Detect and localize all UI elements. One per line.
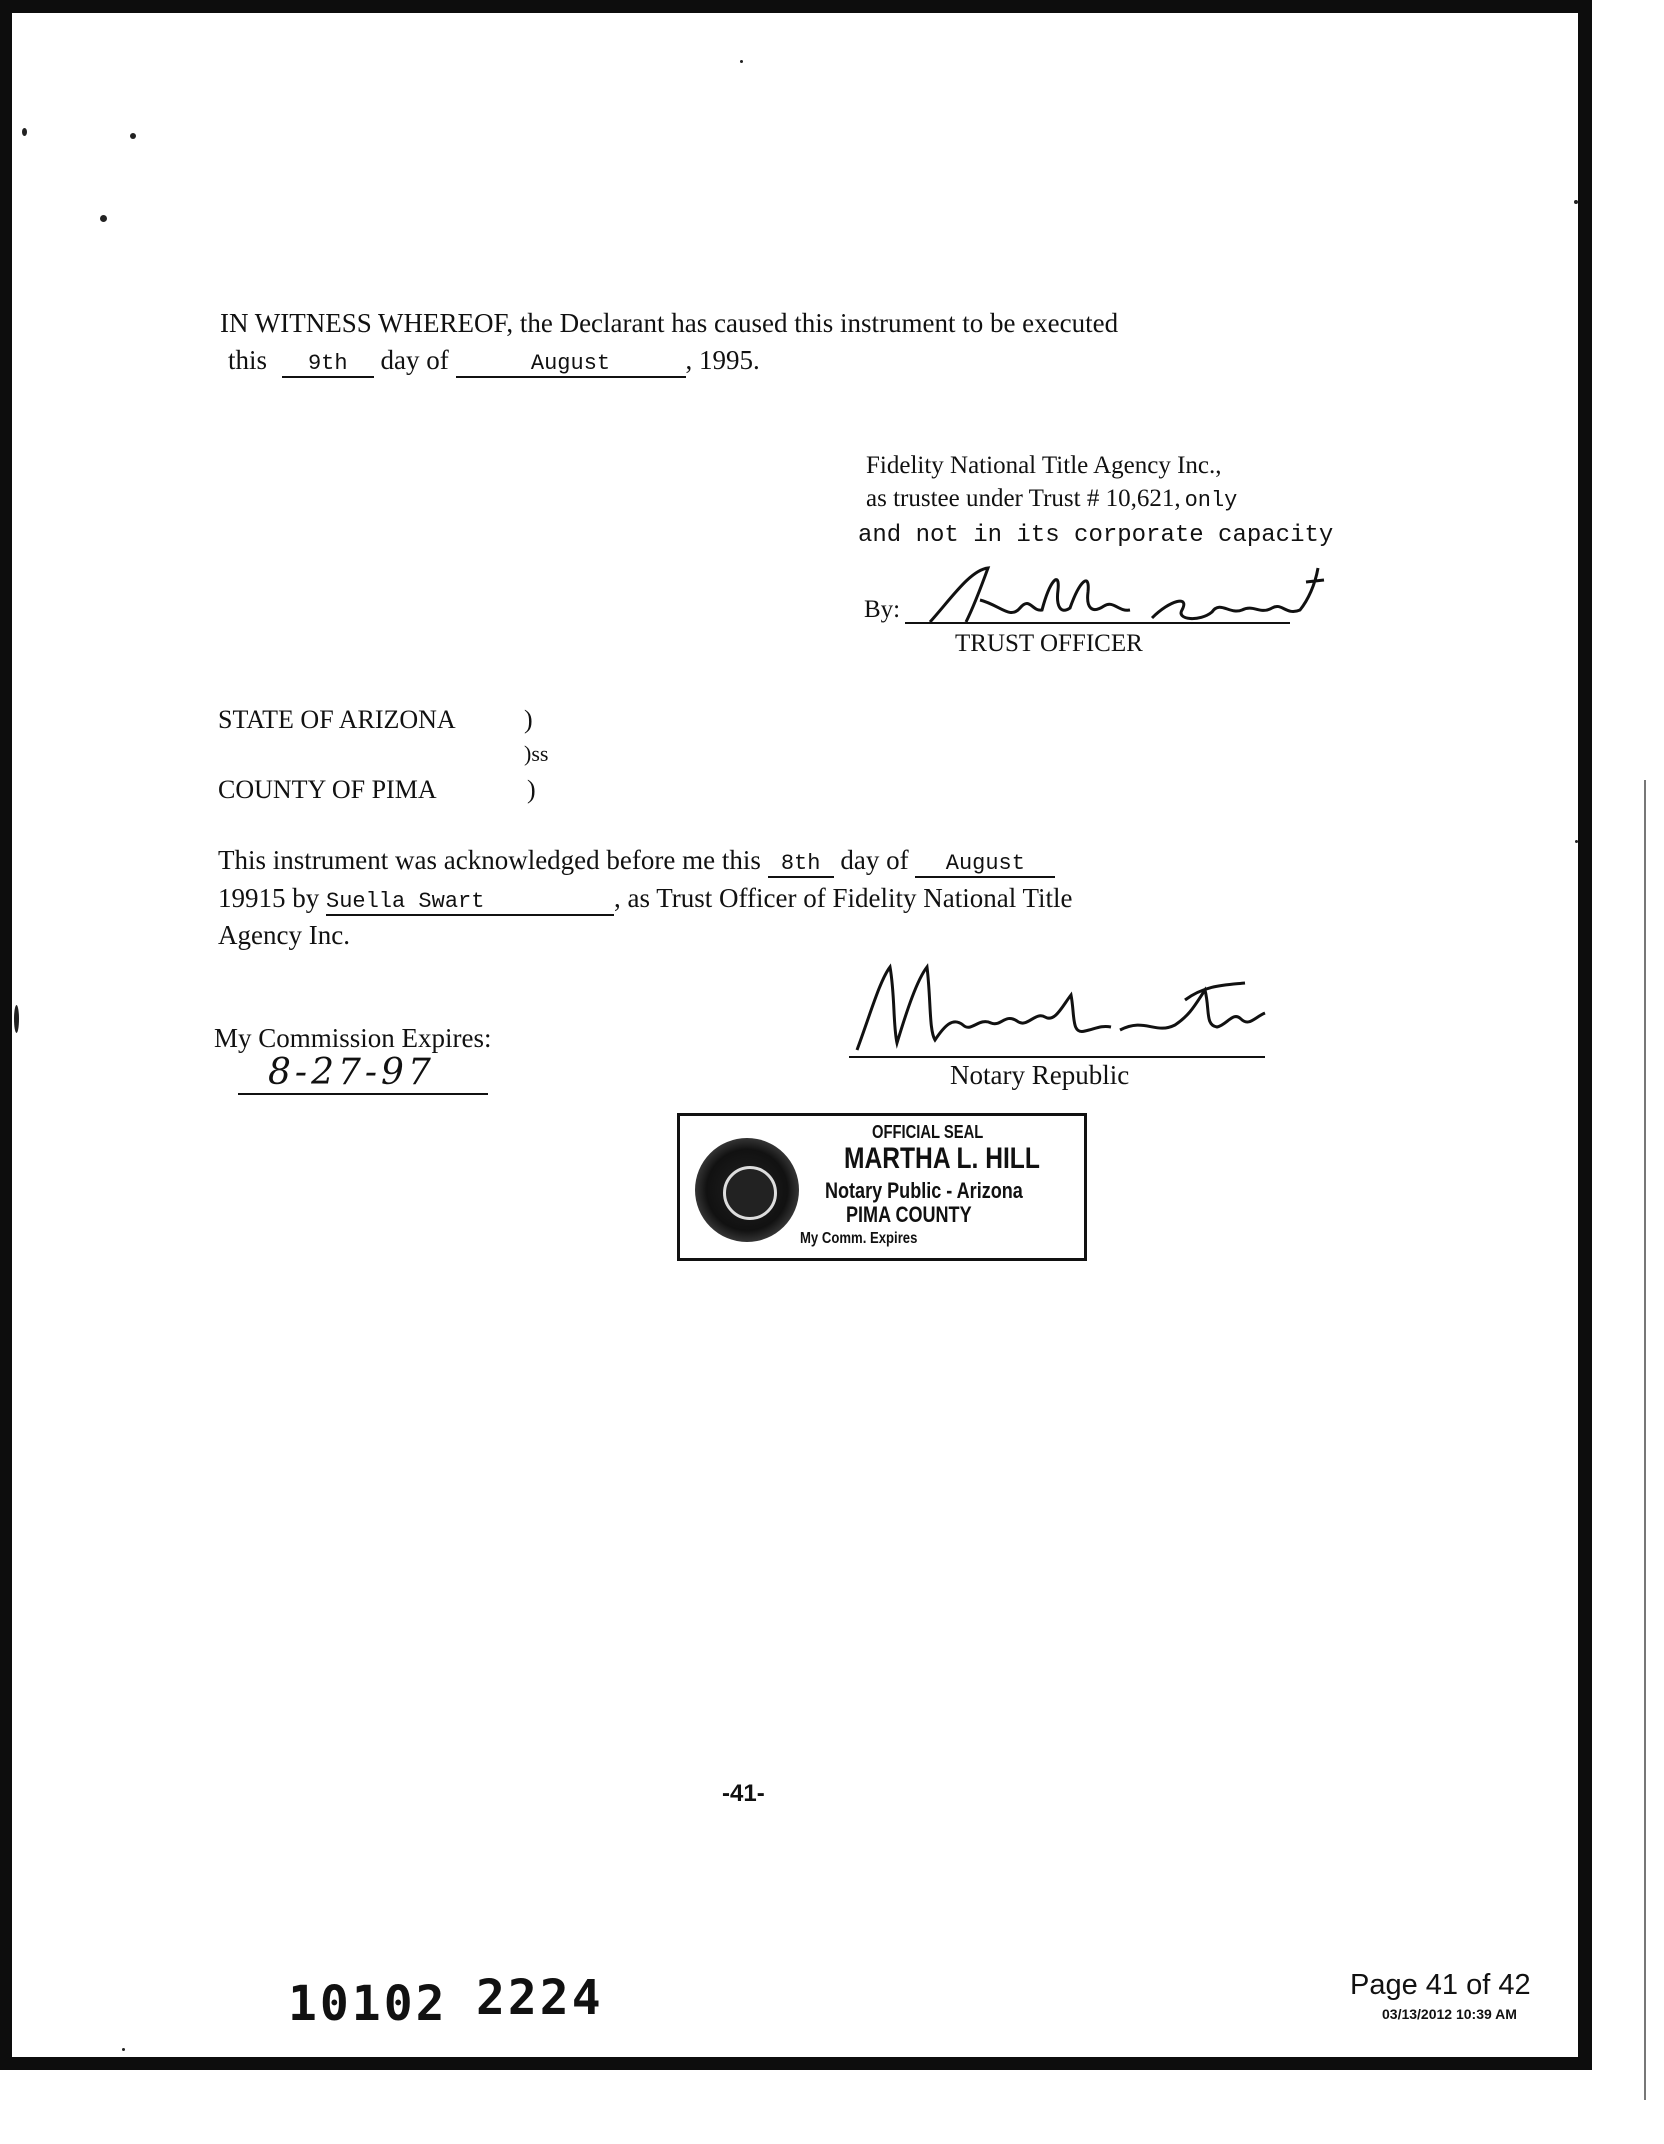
trustee-line-2-printed: as trustee under Trust # 10,621, xyxy=(866,485,1181,512)
trust-officer-title: TRUST OFFICER xyxy=(955,630,1143,657)
footer-page-label: Page 41 of 42 xyxy=(1350,1969,1531,2001)
ack-day-of: day of xyxy=(840,845,909,875)
recording-page: 2224 xyxy=(476,1970,604,2026)
seal-line-5: My Comm. Expires xyxy=(800,1230,918,1247)
notary-title: Notary Republic xyxy=(950,1060,1130,1090)
witness-month-value: August xyxy=(456,351,686,378)
trust-officer-signature xyxy=(920,560,1330,640)
ack-line-1 xyxy=(218,845,1055,878)
notary-signature xyxy=(845,955,1275,1060)
ack-line-1-text: This instrument was acknowledged before me this xyxy=(218,845,761,875)
venue-paren-2: ) xyxy=(527,775,536,804)
ack-line-2-rest: , as Trust Officer of Fidelity National Title xyxy=(614,883,1073,913)
commission-label: My Commission Expires: xyxy=(214,1023,492,1053)
ack-year: 19915 by xyxy=(218,883,320,913)
trustee-line-2-typed: only xyxy=(1184,488,1238,513)
seal-line-4: PIMA COUNTY xyxy=(846,1202,972,1227)
witness-line-2 xyxy=(228,345,760,378)
trustee-line-3: and not in its corporate capacity xyxy=(858,522,1334,549)
seal-emblem xyxy=(695,1138,799,1242)
witness-day-of: day of xyxy=(380,345,449,375)
official-seal xyxy=(677,1113,1087,1261)
trustee-line-1: Fidelity National Title Agency Inc., xyxy=(866,452,1222,479)
page-number-center: -41- xyxy=(722,1780,765,1807)
ack-day-value: 8th xyxy=(768,851,834,878)
by-label: By: xyxy=(864,596,901,623)
trustee-line-2 xyxy=(866,485,1237,513)
commission-date: 8-27-97 xyxy=(238,1052,488,1095)
venue-county: COUNTY OF PIMA xyxy=(218,775,437,804)
seal-line-3: Notary Public - Arizona xyxy=(825,1178,1023,1203)
footer-timestamp: 03/13/2012 10:39 AM xyxy=(1382,2006,1517,2022)
venue-state: STATE OF ARIZONA xyxy=(218,705,456,734)
witness-this: this xyxy=(228,345,268,375)
witness-day-value: 9th xyxy=(282,351,374,378)
seal-name: MARTHA L. HILL xyxy=(844,1142,1040,1175)
ack-line-2 xyxy=(218,883,1073,916)
witness-line-1: IN WITNESS WHEREOF, the Declarant has caused this instrument to be executed xyxy=(220,308,1119,338)
venue-ss: )ss xyxy=(524,741,549,766)
ack-name-value: Suella Swart xyxy=(326,889,614,916)
ack-month-value: August xyxy=(915,851,1055,878)
ack-line-3: Agency Inc. xyxy=(218,920,350,950)
venue-paren-1: ) xyxy=(524,705,533,734)
scan-edge-line xyxy=(1644,780,1646,2100)
recording-docket: 10102 xyxy=(288,1976,448,2032)
witness-year: , 1995. xyxy=(685,345,760,375)
seal-heading: OFFICIAL SEAL xyxy=(872,1122,984,1142)
